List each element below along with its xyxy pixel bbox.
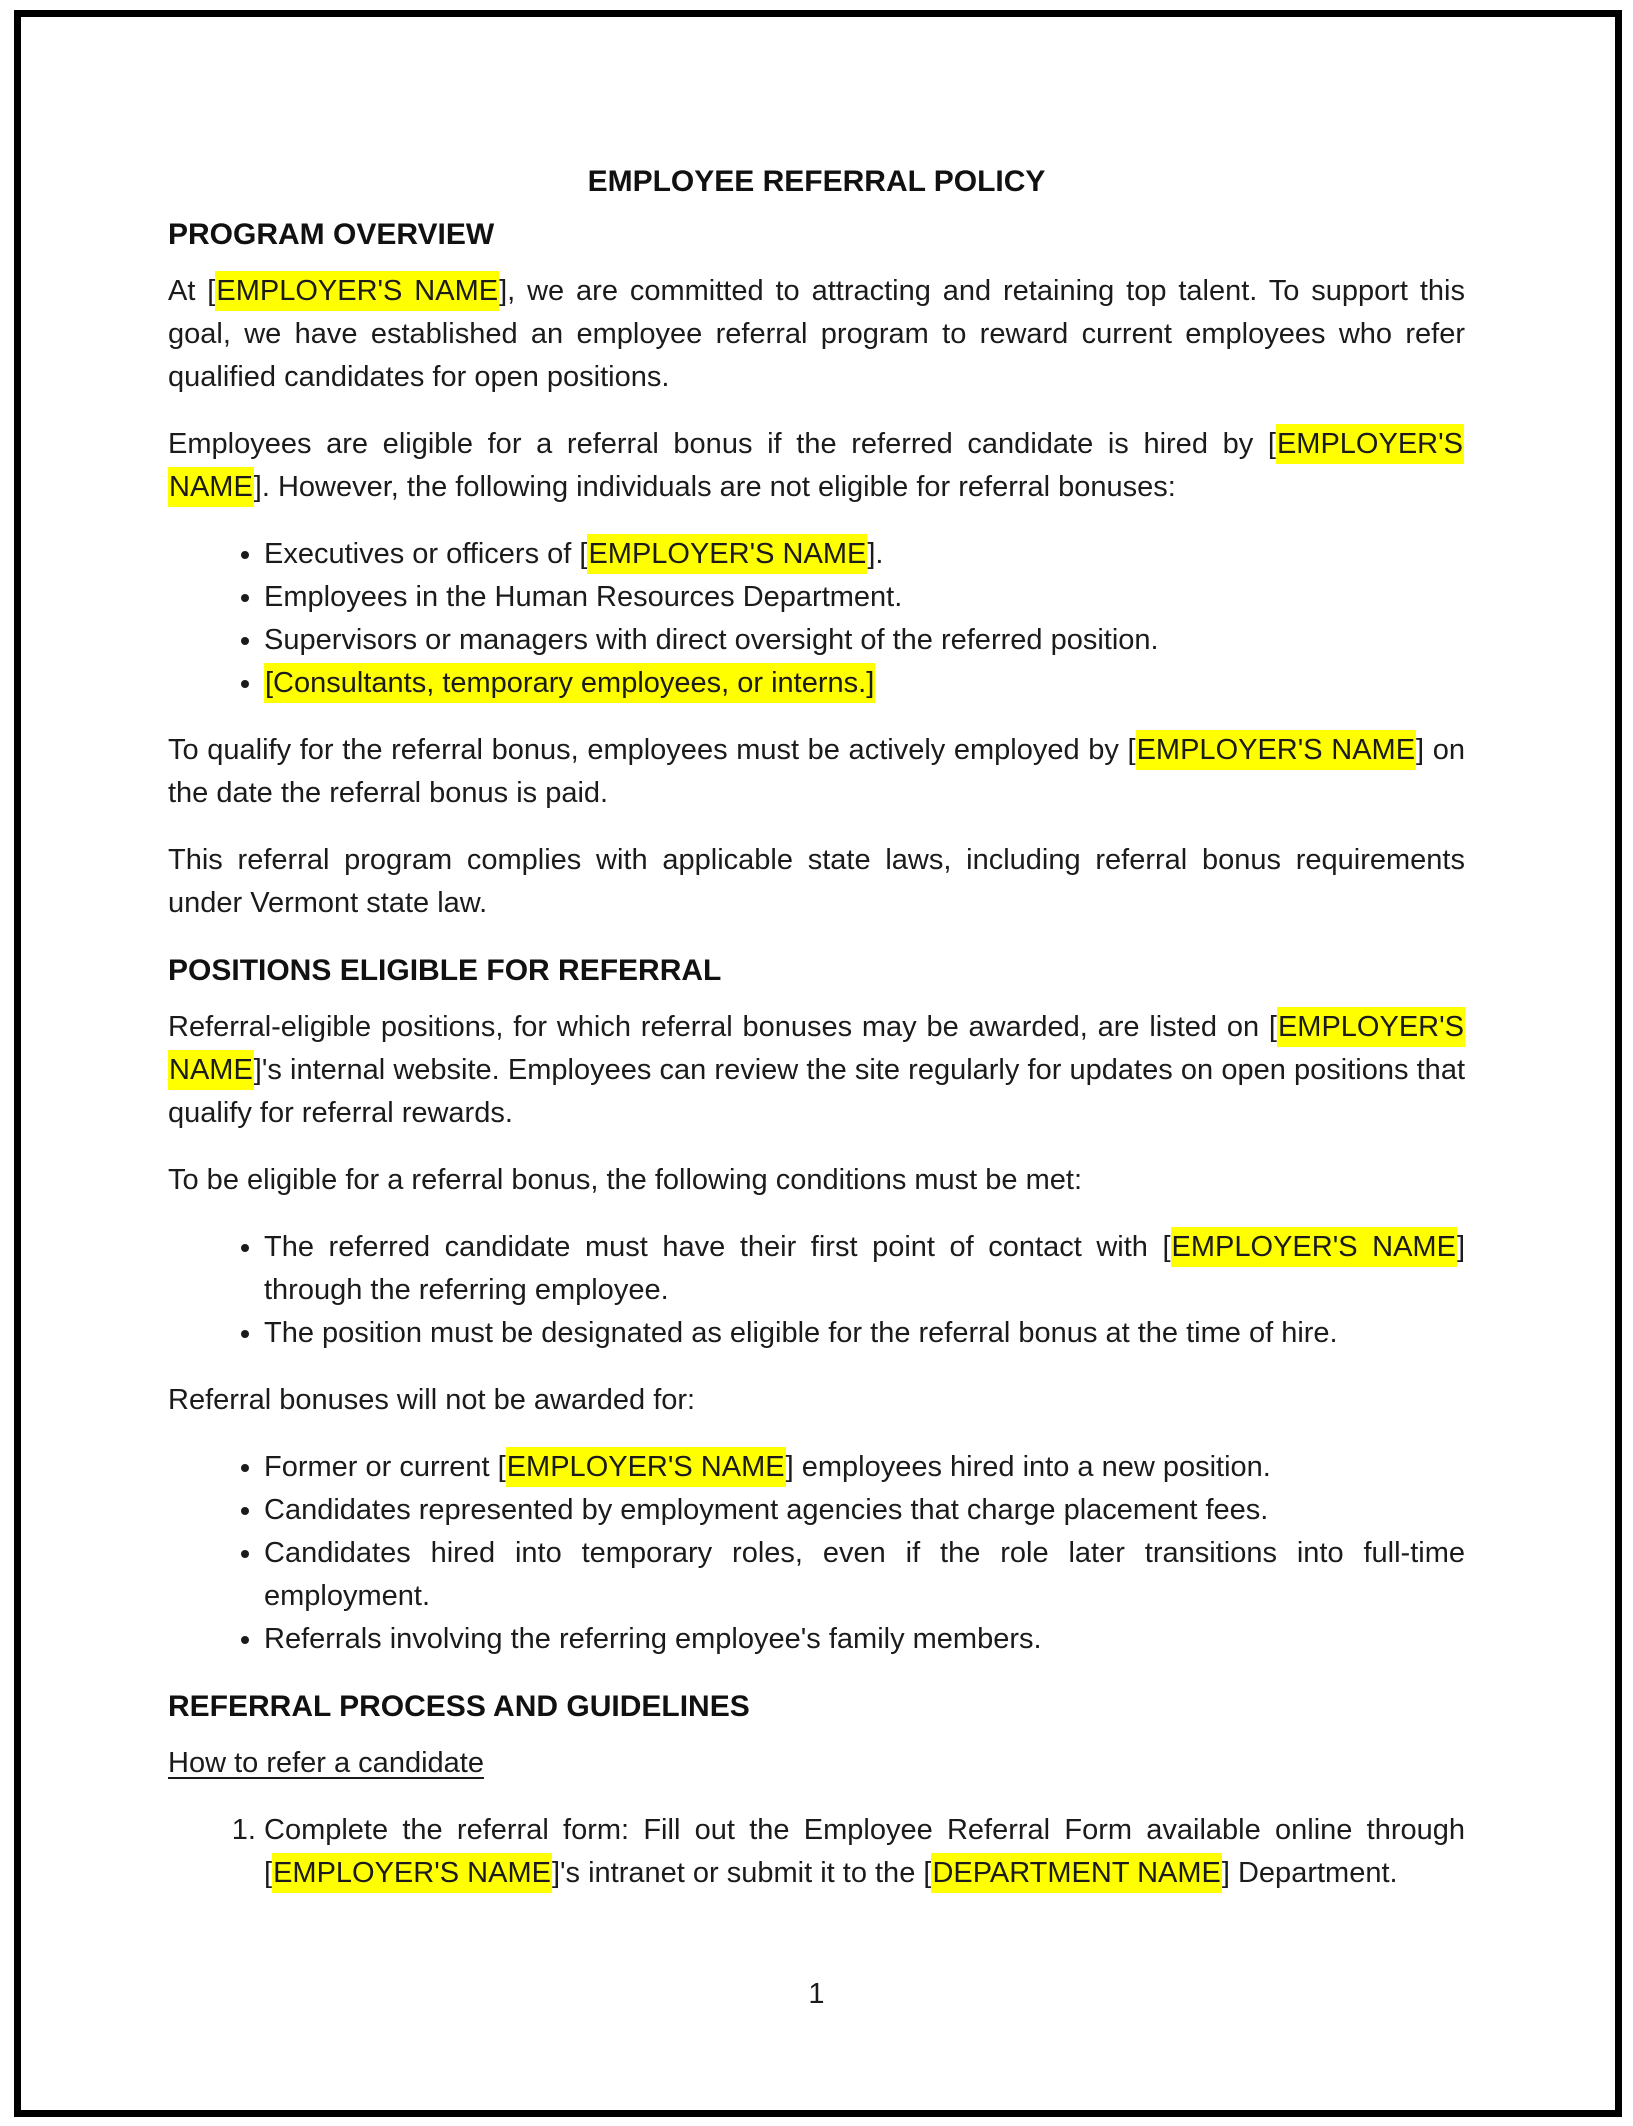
not-awarded-list bbox=[168, 1446, 1465, 1661]
text-run: ]. However, the following individuals are not eligible for referral bonuses: bbox=[253, 471, 1176, 503]
document-page bbox=[168, 160, 1465, 1919]
text-run: Complete the referral form: Fill out the Employee Referral Form available online through [ bbox=[264, 1814, 1465, 1889]
conditions-list bbox=[168, 1226, 1465, 1355]
text-run: The position must be designated as eligible for the referral bonus at the time of hire. bbox=[264, 1317, 1338, 1349]
document-title: EMPLOYEE REFERRAL POLICY bbox=[587, 165, 1046, 198]
list-item bbox=[264, 1809, 1465, 1895]
highlighted-placeholder: EMPLOYER'S NAME bbox=[272, 1853, 552, 1893]
text-run: ] through the referring employee. bbox=[264, 1231, 1465, 1306]
section-heading-program-overview: PROGRAM OVERVIEW bbox=[168, 218, 495, 251]
referral-steps-list bbox=[168, 1809, 1465, 1895]
list-item bbox=[264, 1532, 1465, 1618]
text-run: ]'s intranet or submit it to the [ bbox=[551, 1857, 932, 1889]
paragraph-eligible-positions bbox=[168, 1006, 1465, 1135]
highlighted-placeholder: EMPLOYER'S NAME bbox=[168, 424, 1464, 507]
text-run: ] Department. bbox=[1221, 1857, 1398, 1889]
list-item bbox=[264, 576, 1465, 619]
highlighted-placeholder: [Consultants, temporary employees, or interns.] bbox=[264, 663, 875, 703]
paragraph-overview-intro bbox=[168, 270, 1465, 399]
paragraph-eligibility bbox=[168, 423, 1465, 509]
paragraph-conditions-intro bbox=[168, 1159, 1465, 1202]
text-run: Candidates hired into temporary roles, even if the role later transitions into full-time employment. bbox=[264, 1537, 1465, 1612]
highlighted-placeholder: EMPLOYER'S NAME bbox=[506, 1447, 786, 1487]
highlighted-placeholder: EMPLOYER'S NAME bbox=[1171, 1227, 1457, 1267]
text-run: Executives or officers of [ bbox=[264, 538, 588, 570]
page-number: 1 bbox=[808, 1978, 825, 2010]
ineligible-individuals-list bbox=[168, 533, 1465, 705]
text-run: ]. bbox=[867, 538, 884, 570]
text-run: ] employees hired into a new position. bbox=[785, 1451, 1271, 1483]
text-run: ] on the date the referral bonus is paid. bbox=[168, 734, 1465, 809]
section-heading-referral-process: REFERRAL PROCESS AND GUIDELINES bbox=[168, 1690, 750, 1723]
section-heading-positions-eligible: POSITIONS ELIGIBLE FOR REFERRAL bbox=[168, 954, 722, 987]
text-run: Supervisors or managers with direct oversight of the referred position. bbox=[264, 624, 1159, 656]
text-run: Referrals involving the referring employee's family members. bbox=[264, 1623, 1042, 1655]
text-run: Employees are eligible for a referral bonus if the referred candidate is hired by [ bbox=[168, 428, 1276, 460]
list-item bbox=[264, 662, 1465, 705]
highlighted-placeholder: EMPLOYER'S NAME bbox=[587, 534, 867, 574]
text-run: To be eligible for a referral bonus, the following conditions must be met: bbox=[168, 1164, 1082, 1196]
text-run: Referral bonuses will not be awarded for: bbox=[168, 1384, 696, 1416]
paragraph-qualify bbox=[168, 729, 1465, 815]
text-run: Candidates represented by employment agencies that charge placement fees. bbox=[264, 1494, 1269, 1526]
text-run: ]'s internal website. Employees can review the site regularly for updates on open positions that qualify for referral rewards. bbox=[168, 1054, 1465, 1129]
paragraph-state-law bbox=[168, 839, 1465, 925]
list-item bbox=[264, 1312, 1465, 1355]
highlighted-placeholder: EMPLOYER'S NAME bbox=[215, 271, 499, 311]
list-item bbox=[264, 1618, 1465, 1661]
text-run: Former or current [ bbox=[264, 1451, 506, 1483]
text-run: Referral-eligible positions, for which referral bonuses may be awarded, are listed on [ bbox=[168, 1011, 1277, 1043]
list-item bbox=[264, 1226, 1465, 1312]
list-item bbox=[264, 533, 1465, 576]
text-run: The referred candidate must have their first point of contact with [ bbox=[264, 1231, 1171, 1263]
highlighted-placeholder: EMPLOYER'S NAME bbox=[168, 1007, 1465, 1090]
list-item bbox=[264, 619, 1465, 662]
highlighted-placeholder: DEPARTMENT NAME bbox=[931, 1853, 1221, 1893]
paragraph-not-awarded-intro bbox=[168, 1379, 1465, 1422]
text-run: To qualify for the referral bonus, employees must be actively employed by [ bbox=[168, 734, 1136, 766]
highlighted-placeholder: EMPLOYER'S NAME bbox=[1136, 730, 1416, 770]
subheading-how-to-refer: How to refer a candidate bbox=[168, 1747, 484, 1779]
list-item bbox=[264, 1489, 1465, 1532]
text-run: ], we are committed to attracting and retaining top talent. To support this goal, we have established an employee referral program to reward current employees who refer qualified candidates for open positions. bbox=[168, 275, 1465, 393]
text-run: Employees in the Human Resources Department. bbox=[264, 581, 903, 613]
text-run: At [ bbox=[168, 275, 216, 307]
text-run: This referral program complies with applicable state laws, including referral bonus requirements under Vermont state law. bbox=[168, 844, 1465, 919]
list-item bbox=[264, 1446, 1465, 1489]
